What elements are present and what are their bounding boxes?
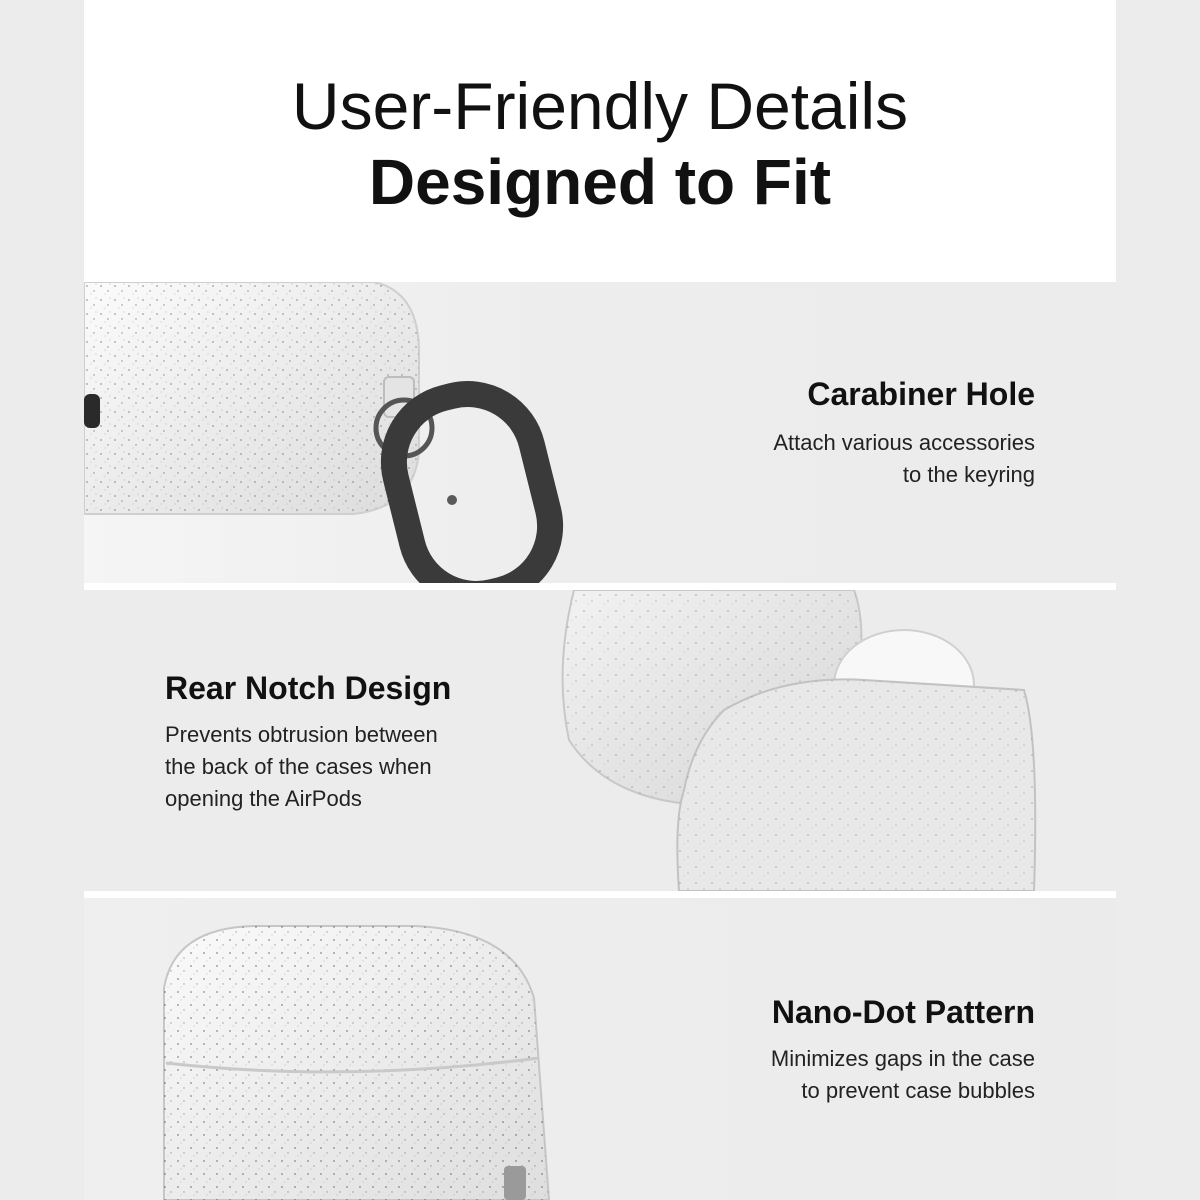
feature-panel-nano-dot <box>84 898 1116 1200</box>
headline-line-2: Designed to Fit <box>368 146 832 218</box>
feature-title: Nano-Dot Pattern <box>771 994 1035 1030</box>
feature-panel-carabiner <box>84 282 1116 583</box>
feature-description-line: opening the AirPods <box>165 786 362 811</box>
feature-description-line: to the keyring <box>902 462 1035 487</box>
feature-description <box>535 427 1035 491</box>
headline-line-1: User-Friendly Details <box>291 69 909 143</box>
feature-description-line: Attach various accessories <box>773 430 1035 455</box>
feature-description-line: Minimizes gaps in the case <box>770 1046 1035 1071</box>
product-infographic <box>84 0 1116 1200</box>
feature-description-line: the back of the cases when <box>165 754 432 779</box>
feature-description <box>165 719 585 815</box>
feature-description-line: Prevents obtrusion between <box>165 722 438 747</box>
feature-title: Rear Notch Design <box>165 670 452 706</box>
header-section <box>84 0 1116 282</box>
feature-title: Carabiner Hole <box>807 376 1035 412</box>
feature-panel-rear-notch <box>84 590 1116 891</box>
feature-description <box>535 1043 1035 1107</box>
feature-description-line: to prevent case bubbles <box>801 1078 1035 1103</box>
